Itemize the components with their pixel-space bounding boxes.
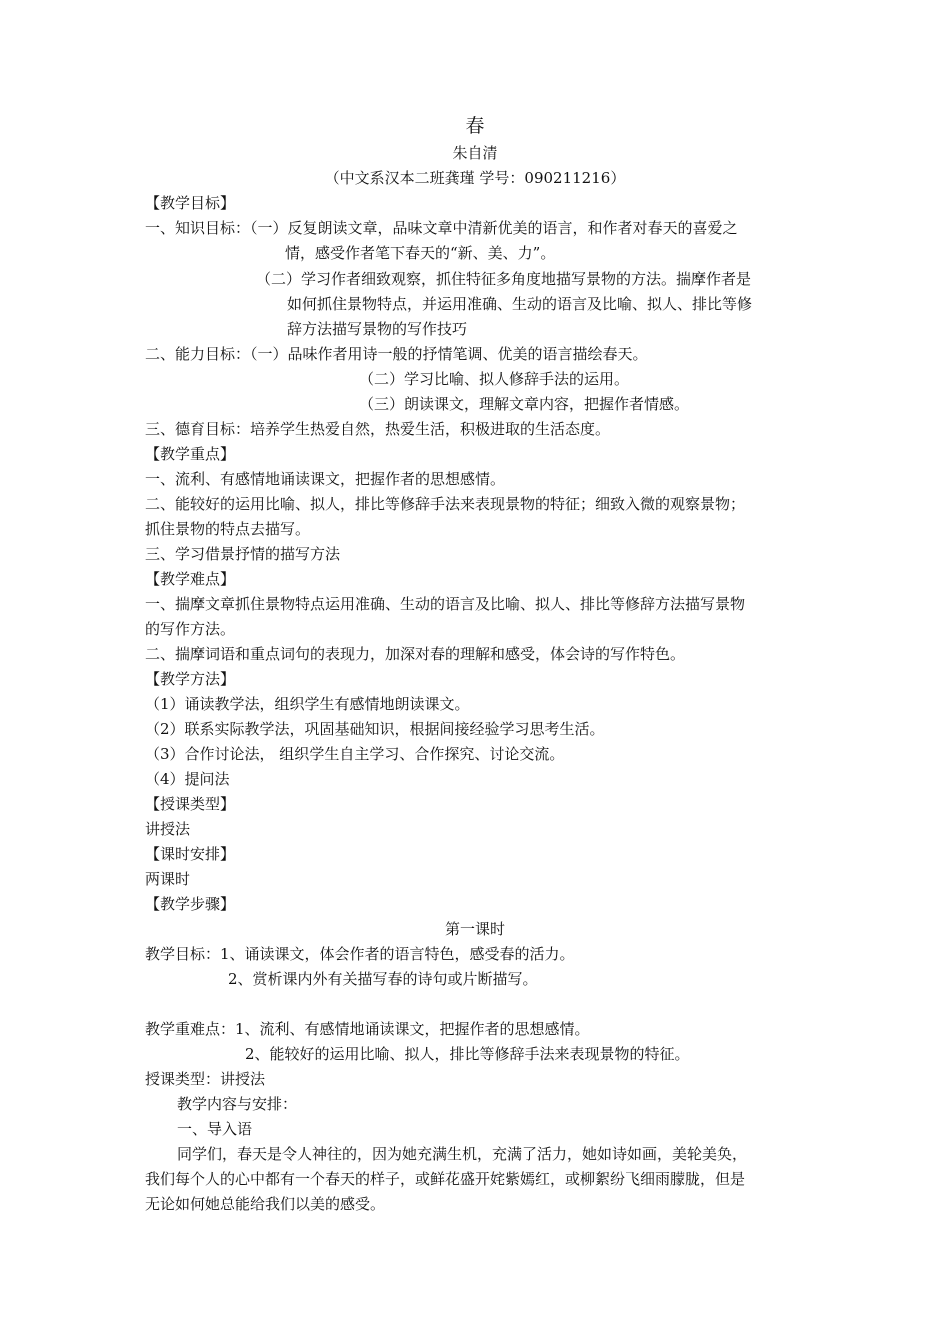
section-heading-steps: 【教学步骤】: [145, 895, 236, 913]
ability-goal-1: 二、能力目标：（一）品味作者用诗一般的抒情笔调、优美的语言描绘春天。: [145, 345, 648, 363]
schedule-value: 两课时: [145, 870, 191, 888]
difficulty-1-line-1: 一、揣摩文章抓住景物特点运用准确、生动的语言及比喻、拟人、排比等修辞方法描写景物: [145, 595, 746, 613]
content-heading: 教学内容与安排：: [177, 1095, 298, 1113]
moral-goal: 三、德育目标：培养学生热爱自然，热爱生活，积极进取的生活态度。: [145, 420, 611, 438]
key-point-3: 三、学习借景抒情的描写方法: [145, 545, 341, 563]
knowledge-goal-2-line-2: 如何抓住景物特点，并运用准确、生动的语言及比喻、拟人、排比等修: [287, 295, 753, 313]
section-heading-methods: 【教学方法】: [145, 670, 236, 688]
knowledge-goal-1-line-1: 一、知识目标：（一）反复朗读文章，品味文章中清新优美的语言，和作者对春天的喜爱之: [145, 219, 738, 237]
difficulty-1-line-2: 的写作方法。: [145, 620, 236, 638]
method-4: （4）提问法: [145, 770, 230, 788]
ability-goal-3: （三）朗读课文，理解文章内容，把握作者情感。: [359, 395, 690, 413]
key-point-1: 一、流利、有感情地诵读课文，把握作者的思想感情。: [145, 470, 506, 488]
key-point-2-line-1: 二、能较好的运用比喻、拟人，排比等修辞手法来表现景物的特征；细致入微的观察景物；: [145, 495, 746, 513]
knowledge-goal-2-line-1: （二）学习作者细致观察，抓住特征多角度地描写景物的方法。揣摩作者是: [256, 270, 752, 288]
section-heading-lesson-type: 【授课类型】: [145, 795, 236, 813]
lesson-1-title: 第一课时: [444, 920, 505, 938]
page-title: 春: [465, 115, 485, 137]
lesson-type-value: 讲授法: [145, 820, 191, 838]
lesson-goal-2: 2、赏析课内外有关描写春的诗句或片断描写。: [228, 970, 538, 988]
method-2: （2）联系实际教学法，巩固基础知识，根据间接经验学习思考生活。: [145, 720, 605, 738]
section-heading-difficulties: 【教学难点】: [145, 570, 236, 588]
lesson-type-line: 授课类型：讲授法: [145, 1070, 266, 1088]
lesson-focus-2: 2、能较好的运用比喻、拟人，排比等修辞手法来表现景物的特征。: [245, 1045, 690, 1063]
lesson-focus-1: 教学重难点：1、流利、有感情地诵读课文，把握作者的思想感情。: [145, 1020, 590, 1038]
intro-paragraph-line-3: 无论如何她总能给我们以美的感受。: [145, 1195, 386, 1213]
section-heading-key-points: 【教学重点】: [145, 445, 236, 463]
intro-paragraph-line-1: 同学们，春天是令人神往的，因为她充满生机，充满了活力，她如诗如画，美轮美奂，: [177, 1145, 748, 1163]
difficulty-2: 二、揣摩词语和重点词句的表现力，加深对春的理解和感受，体会诗的写作特色。: [145, 645, 686, 663]
author-name: 朱自清: [452, 144, 498, 162]
intro-paragraph-line-2: 我们每个人的心中都有一个春天的样子，或鲜花盛开姹紫嫣红，或柳絮纷飞细雨朦胧，但是: [145, 1170, 746, 1188]
byline: （中文系汉本二班龚瑾 学号：090211216）: [324, 169, 626, 187]
ability-goal-2: （二）学习比喻、拟人修辞手法的运用。: [359, 370, 630, 388]
key-point-2-line-2: 抓住景物的特点去描写。: [145, 520, 311, 538]
lesson-goal-1: 教学目标：1、诵读课文，体会作者的语言特色，感受春的活力。: [145, 945, 575, 963]
section-heading-objectives: 【教学目标】: [145, 194, 236, 212]
knowledge-goal-2-line-3: 辞方法描写景物的写作技巧: [287, 320, 468, 338]
method-1: （1）诵读教学法，组织学生有感情地朗读课文。: [145, 695, 470, 713]
intro-heading: 一、导入语: [177, 1120, 253, 1138]
section-heading-schedule: 【课时安排】: [145, 845, 236, 863]
method-3: （3）合作讨论法， 组织学生自主学习、合作探究、讨论交流。: [145, 745, 565, 763]
knowledge-goal-1-line-2: 情，感受作者笔下春天的“新、美、力”。: [285, 244, 556, 262]
